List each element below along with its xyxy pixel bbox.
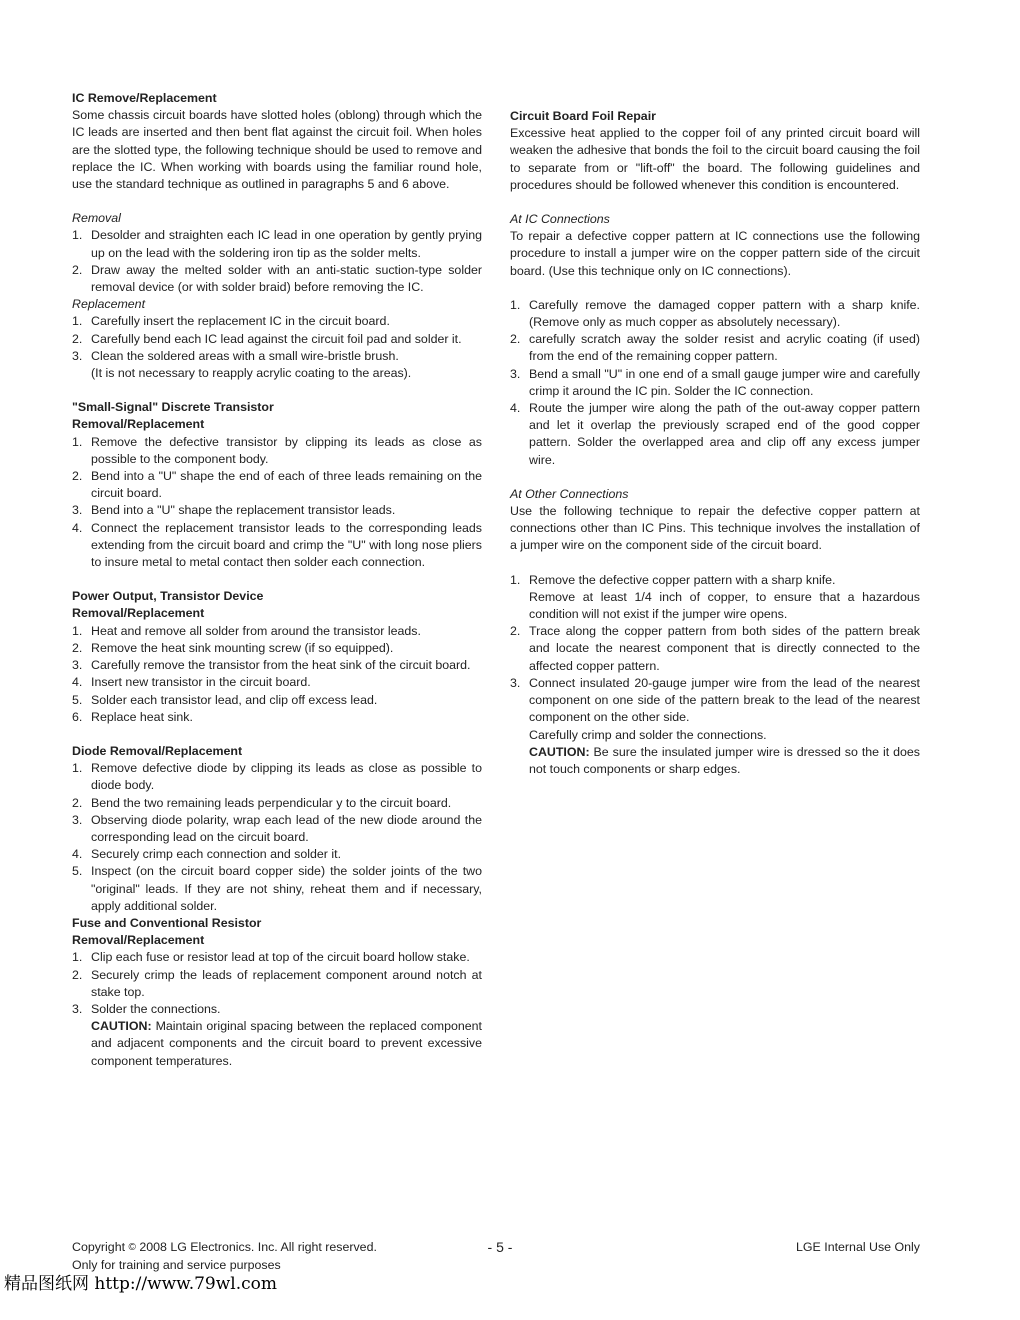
list-item-text: Solder each transistor lead, and clip off excess lead.	[91, 692, 378, 707]
list-item-number: 2.	[72, 469, 83, 484]
list-item-number: 3.	[510, 366, 521, 381]
list-item	[72, 434, 482, 468]
copyright-text: 2008 LG Electronics. Inc. All right reserved.	[139, 1240, 377, 1254]
list-item	[72, 520, 482, 572]
list-item-extra: Carefully crimp and solder the connections.	[529, 727, 767, 742]
list-item-text: Heat and remove all solder from around the transistor leads.	[91, 623, 421, 638]
footer-internal: LGE Internal Use Only	[796, 1240, 920, 1254]
power-list	[72, 623, 482, 726]
other-conn-intro: Use the following technique to repair the defective copper pattern at connections other than IC Pins. This technique involves the installation of a jumper wire on the component side of the circuit board.	[510, 504, 920, 553]
fuse-subheading: Removal/Replacement	[72, 933, 205, 948]
list-item	[510, 331, 920, 365]
list-item-text: Insert new transistor in the circuit board.	[91, 675, 311, 690]
fuse-list	[72, 949, 482, 1018]
list-item-extra: Remove at least 1/4 inch of copper, to ensure that a hazardous condition will not exist if the jumper wire opens.	[529, 589, 920, 622]
list-item-number: 2.	[510, 332, 521, 347]
list-item	[510, 297, 920, 331]
copyright-symbol: ©	[128, 1242, 136, 1253]
list-item	[72, 502, 482, 519]
diode-heading: Diode Removal/Replacement	[72, 743, 243, 758]
list-item-number: 4.	[72, 675, 83, 690]
ic-conn-intro: To repair a defective copper pattern at IC connections use the following procedure to install a jumper wire on the copper pattern side of the circuit board. (Use this technique only on IC connections).	[510, 229, 920, 278]
other-conn-caution	[510, 744, 920, 778]
list-item-number: 3.	[72, 1001, 83, 1016]
list-item-number: 2.	[510, 624, 521, 639]
list-item	[72, 227, 482, 261]
list-item	[72, 657, 482, 674]
other-conn-caution-text: Be sure the insulated jumper wire is dressed so the it does not touch components or sharp edges.	[529, 744, 920, 776]
list-item-number: 1.	[510, 297, 521, 312]
list-item-text: Bend a small "U" in one end of a small gauge jumper wire and carefully crimp it around the IC pin. Solder the IC connection.	[529, 366, 920, 398]
list-item	[72, 331, 482, 348]
list-item	[72, 674, 482, 691]
right-column	[510, 108, 920, 778]
list-item-text: Solder the connections.	[91, 1001, 221, 1016]
list-item-text: Inspect (on the circuit board copper side) the solder joints of the two "original" leads. If they are not shiny, reheat them and if necessary, apply additional solder.	[91, 864, 482, 913]
foil-intro: Excessive heat applied to the copper foil of any printed circuit board will weaken the adhesive that bonds the foil to the circuit board causing the foil to separate from or "lift-off" the board. The following guidelines and procedures should be followed whenever this condition is encountered.	[510, 126, 920, 192]
left-column	[72, 90, 482, 1070]
list-item-text: Clip each fuse or resistor lead at top of the circuit board hollow stake.	[91, 950, 470, 965]
list-item-text: Carefully remove the transistor from the heat sink of the circuit board.	[91, 658, 471, 673]
list-item	[72, 640, 482, 657]
list-item-number: 3.	[72, 658, 83, 673]
ic-removal-label: Removal	[72, 211, 121, 226]
other-conn-list	[510, 572, 920, 744]
list-item	[72, 709, 482, 726]
ic-intro: Some chassis circuit boards have slotted holes (oblong) through which the IC leads are inserted and then bent flat against the circuit foil. When holes are the slotted type, the following technique should be used to remove and replace the IC. When working with boards using the familiar round hole, use the standard technique as outlined in paragraphs 5 and 6 above.	[72, 108, 482, 192]
list-item-text: Carefully bend each IC lead against the circuit foil pad and solder it.	[91, 331, 462, 346]
list-item-number: 3.	[72, 503, 83, 518]
list-item-text: Bend into a "U" shape the end of each of three leads remaining on the circuit board.	[91, 469, 482, 501]
transistor-list	[72, 434, 482, 572]
list-item-text: Remove the heat sink mounting screw (if so equipped).	[91, 640, 394, 655]
list-item-text: Observing diode polarity, wrap each lead of the new diode around the corresponding lead on the circuit board.	[91, 812, 482, 844]
other-conn-caution-label: CAUTION:	[529, 744, 590, 759]
power-subheading: Removal/Replacement	[72, 606, 205, 621]
list-item-number: 6.	[72, 709, 83, 724]
ic-conn-label: At IC Connections	[510, 212, 610, 227]
list-item	[72, 949, 482, 966]
list-item	[72, 795, 482, 812]
list-item-text: carefully scratch away the solder resist and acrylic coating (if used) from the end of the remaining copper pattern.	[529, 332, 920, 364]
foil-heading: Circuit Board Foil Repair	[510, 109, 656, 123]
list-item-text: Carefully insert the replacement IC in the circuit board.	[91, 314, 390, 329]
list-item-number: 1.	[72, 950, 83, 965]
list-item-number: 3.	[510, 675, 521, 690]
list-item-text: Route the jumper wire along the path of the out-away copper pattern and let it overlap the previously scraped end of the good copper pattern. Solder the overlapped area and clip off any excess jumper wire.	[529, 401, 920, 467]
ic-heading: IC Remove/Replacement	[72, 91, 217, 105]
list-item-text: Replace heat sink.	[91, 709, 193, 724]
list-item-number: 3.	[72, 348, 83, 363]
list-item-text: Remove defective diode by clipping its leads as close as possible to diode body.	[91, 761, 482, 793]
watermark-text: 精品图纸网 http://www.79wl.com	[4, 1274, 278, 1294]
list-item	[72, 846, 482, 863]
ic-replacement-label: Replacement	[72, 297, 146, 312]
list-item	[72, 812, 482, 846]
list-item	[72, 262, 482, 296]
list-item	[510, 675, 920, 744]
list-item-number: 2.	[72, 967, 83, 982]
ic-replacement-list	[72, 313, 482, 382]
fuse-caution-text: Maintain original spacing between the replaced component and adjacent components and the circuit board to prevent excessive component temperatures.	[91, 1019, 482, 1068]
list-item-text: Connect the replacement transistor leads to the corresponding leads extending from the circuit board and crimp the "U" with long nose pliers to insure metal to metal contact then solder each connection.	[91, 520, 482, 570]
list-item-number: 2.	[72, 640, 83, 655]
copyright-word: Copyright	[72, 1240, 126, 1254]
list-item	[510, 366, 920, 400]
list-item	[72, 967, 482, 1001]
page-number: - 5 -	[487, 1239, 513, 1255]
list-item-text: Securely crimp each connection and solder it.	[91, 847, 342, 862]
list-item	[72, 468, 482, 502]
list-item-text: Securely crimp the leads of replacement component around notch at stake top.	[91, 967, 482, 999]
diode-list	[72, 760, 482, 915]
list-item-number: 5.	[72, 692, 83, 707]
fuse-caution	[72, 1018, 482, 1070]
list-item-text: Connect insulated 20-gauge jumper wire from the lead of the nearest component on one side of the pattern break to the lead of the nearest component on the other side.	[529, 675, 920, 725]
list-item-number: 1.	[72, 434, 83, 449]
list-item-number: 2.	[72, 262, 83, 277]
list-item	[72, 1001, 482, 1018]
list-item-text: Clean the soldered areas with a small wire-bristle brush.	[91, 348, 399, 363]
list-item-number: 1.	[72, 761, 83, 776]
list-item-number: 1.	[72, 228, 83, 243]
ic-removal-list	[72, 227, 482, 296]
list-item	[72, 348, 482, 382]
list-item-number: 3.	[72, 812, 83, 827]
ic-conn-list	[510, 297, 920, 469]
power-heading: Power Output, Transistor Device	[72, 589, 264, 604]
list-item	[72, 863, 482, 915]
list-item-text: Draw away the melted solder with an anti-static suction-type solder removal device (or with solder braid) before removing the IC.	[91, 262, 482, 295]
list-item	[510, 400, 920, 469]
list-item	[510, 623, 920, 675]
list-item-text: Trace along the copper pattern from both sides of the pattern break and locate the nearest component that is directly connected to the affected copper pattern.	[529, 624, 920, 673]
list-item-number: 5.	[72, 864, 83, 879]
fuse-caution-label: CAUTION:	[91, 1019, 152, 1034]
footer-training-note: Only for training and service purposes	[72, 1257, 281, 1272]
fuse-heading: Fuse and Conventional Resistor	[72, 915, 262, 930]
list-item-text: Desolder and straighten each IC lead in one operation by gently prying up on the lead with the soldering iron tip as the solder melts.	[91, 228, 482, 260]
list-item	[72, 623, 482, 640]
list-item-number: 1.	[72, 623, 83, 638]
list-item-number: 1.	[72, 314, 83, 329]
list-item	[72, 692, 482, 709]
list-item-text: Bend the two remaining leads perpendicular y to the circuit board.	[91, 795, 452, 810]
list-item-number: 4.	[510, 401, 521, 416]
other-conn-label: At Other Connections	[510, 486, 629, 501]
list-item-extra: (It is not necessary to reapply acrylic coating to the areas).	[91, 366, 412, 381]
list-item-number: 2.	[72, 795, 83, 810]
list-item-number: 1.	[510, 572, 521, 587]
list-item	[510, 572, 920, 624]
list-item-number: 2.	[72, 331, 83, 346]
list-item	[72, 313, 482, 330]
list-item	[72, 760, 482, 794]
list-item-text: Bend into a "U" shape the replacement transistor leads.	[91, 503, 396, 518]
list-item-text: Remove the defective transistor by clipping its leads as close as possible to the component body.	[91, 434, 482, 466]
list-item-number: 4.	[72, 520, 83, 535]
list-item-text: Carefully remove the damaged copper pattern with a sharp knife. (Remove only as much copper as absolutely necessary).	[529, 297, 920, 330]
footer-copyright	[72, 1239, 452, 1273]
list-item-text: Remove the defective copper pattern with a sharp knife.	[529, 572, 836, 587]
list-item-number: 4.	[72, 847, 83, 862]
transistor-heading: "Small-Signal" Discrete Transistor	[72, 400, 274, 415]
transistor-subheading: Removal/Replacement	[72, 417, 205, 432]
